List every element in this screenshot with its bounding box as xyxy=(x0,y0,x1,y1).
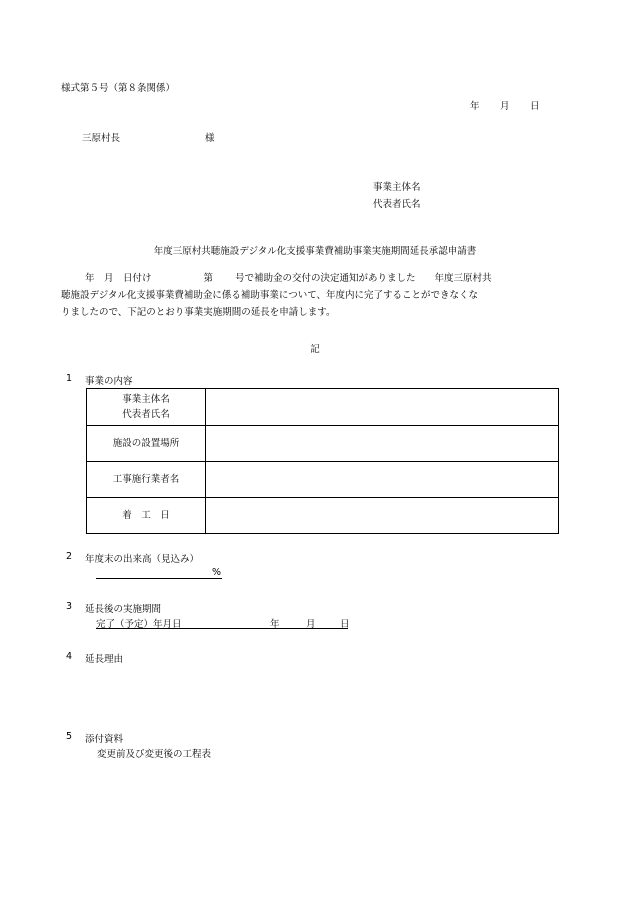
body-number-label: 第 xyxy=(203,273,214,284)
table-label-cell: 施設の設置場所 xyxy=(87,426,206,462)
table-value-cell[interactable] xyxy=(206,389,559,426)
table-value-cell[interactable] xyxy=(206,426,559,462)
progress-input-line[interactable] xyxy=(96,566,222,579)
completion-year-label: 年 xyxy=(270,619,280,630)
body-date-prefix: 年 月 日付け xyxy=(85,273,152,284)
section2-number: 2 xyxy=(66,551,73,562)
date-day-label: 日 xyxy=(530,101,540,112)
body-line-1 xyxy=(61,270,571,287)
completion-day-label: 日 xyxy=(340,619,350,630)
addressee-honorific: 様 xyxy=(205,133,215,144)
document-title: 年度三原村共聴施設デジタル化支援事業費補助事業実施期間延長承認申請書 xyxy=(153,246,477,257)
table-label-line: 代表者氏名 xyxy=(122,409,170,420)
table-label-cell: 着 工 日 xyxy=(87,498,206,534)
table-value-cell[interactable] xyxy=(206,462,559,498)
table-value-cell[interactable] xyxy=(206,498,559,534)
content-table xyxy=(86,388,559,534)
body-line-2: 聴施設デジタル化支援事業費補助金に係る補助事業について、年度内に完了することができなくな xyxy=(61,290,479,301)
table-label-cell: 工事施行業者名 xyxy=(87,462,206,498)
section2-heading: 年度末の出来高（見込み） xyxy=(85,554,200,565)
date-month-label: 月 xyxy=(500,101,510,112)
section4-number: 4 xyxy=(66,651,73,662)
table-row xyxy=(87,426,559,462)
applicant-representative-label: 代表者氏名 xyxy=(373,199,421,210)
body-line-3: りましたので、下記のとおり事業実施期間の延長を申請します。 xyxy=(61,307,336,318)
addressee-name: 三原村長 xyxy=(82,133,121,144)
date-year-label: 年 xyxy=(470,101,480,112)
ki-heading: 記 xyxy=(310,344,320,355)
table-row xyxy=(87,462,559,498)
section3-heading: 延長後の実施期間 xyxy=(85,604,162,615)
table-row xyxy=(87,498,559,534)
body-paragraph xyxy=(61,270,571,321)
section5-heading: 添付資料 xyxy=(85,734,124,745)
section5-item: 変更前及び変更後の工程表 xyxy=(97,749,212,760)
section4-heading: 延長理由 xyxy=(85,654,124,665)
completion-month-label: 月 xyxy=(306,619,316,630)
section1-number: 1 xyxy=(66,373,73,384)
section3-number: 3 xyxy=(66,601,73,612)
section5-number: 5 xyxy=(66,731,73,742)
table-label-cell xyxy=(87,389,206,426)
form-number: 様式第５号（第８条関係） xyxy=(61,83,176,94)
completion-date-label: 完了（予定）年月日 xyxy=(96,619,182,630)
section1-heading: 事業の内容 xyxy=(85,376,133,387)
table-label-line: 事業主体名 xyxy=(122,394,170,405)
applicant-entity-label: 事業主体名 xyxy=(373,182,421,193)
table-row xyxy=(87,389,559,426)
body-line-1-rest: 号で補助金の交付の決定通知がありました 年度三原村共 xyxy=(235,273,492,284)
percent-sign: % xyxy=(212,567,222,578)
